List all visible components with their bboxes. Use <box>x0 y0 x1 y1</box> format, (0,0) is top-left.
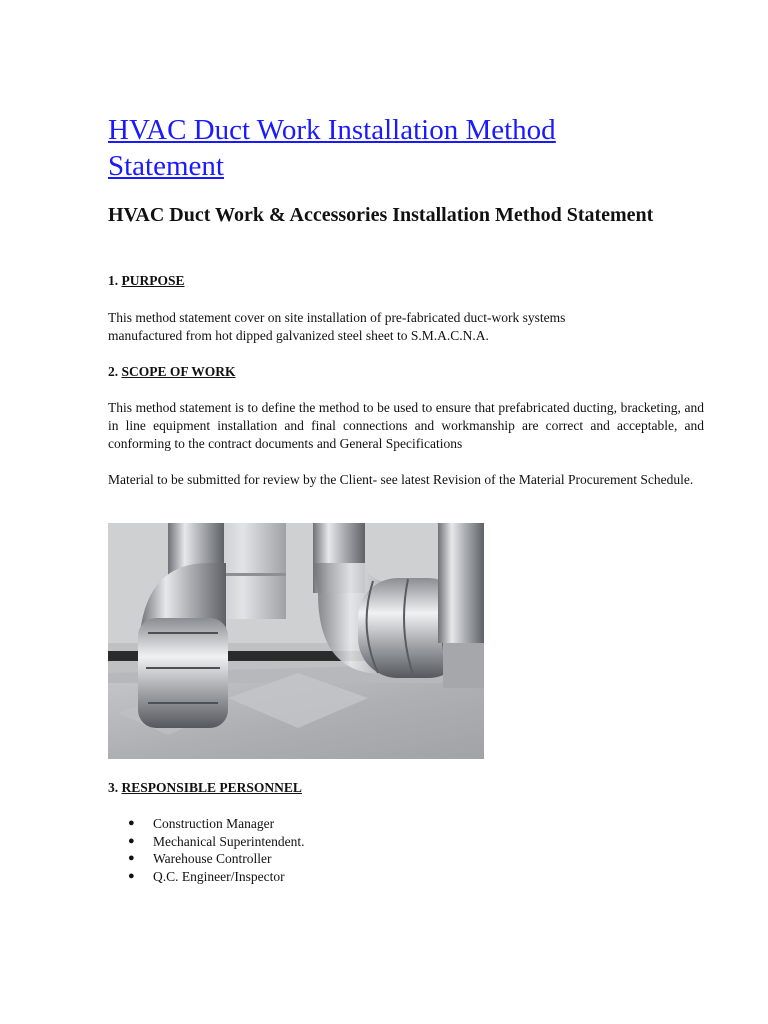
bullet-icon: ● <box>128 817 135 829</box>
section-number: 3. <box>108 780 119 795</box>
bullet-icon: ● <box>128 870 135 883</box>
bullet-icon: ● <box>128 834 135 847</box>
list-item-text: Mechanical Superintendent. <box>153 833 305 849</box>
section-heading-personnel <box>108 779 302 797</box>
list-item-text: Q.C. Engineer/Inspector <box>153 869 285 885</box>
section-heading-scope <box>108 363 236 381</box>
section-number: 1. <box>108 273 119 288</box>
list-item-text: Warehouse Controller <box>153 851 272 867</box>
list-item <box>128 868 304 886</box>
section-number: 2. <box>108 364 119 379</box>
section-heading-purpose <box>108 272 185 290</box>
duct-work-photo <box>108 523 484 759</box>
list-item <box>128 850 304 868</box>
section-title: PURPOSE <box>121 273 185 288</box>
bullet-icon: ● <box>128 852 135 865</box>
page-title[interactable] <box>108 112 668 184</box>
section-title: RESPONSIBLE PERSONNEL <box>121 780 302 795</box>
scope-paragraph: This method statement is to define the method to be used to ensure that prefabricated ducting, bracketing, and in line equipment installation and final connections and workmanship are correct and acceptable, and conforming to the contract documents and General Specifications <box>108 400 704 451</box>
subtitle: HVAC Duct Work & Accessories Installation Method Statement <box>108 204 654 226</box>
title-link[interactable]: HVAC Duct Work Installation Method Statement <box>108 114 556 182</box>
list-item <box>128 833 304 851</box>
material-paragraph: Material to be submitted for review by the Client- see latest Revision of the Material Procurement Schedule. <box>108 472 694 487</box>
purpose-paragraph: This method statement cover on site installation of pre-fabricated duct-work systems manufactured from hot dipped galvanized steel sheet to S.M.A.C.N.A. <box>108 310 566 343</box>
list-item <box>128 815 304 833</box>
section-title: SCOPE OF WORK <box>121 364 236 379</box>
list-item-text: Construction Manager <box>153 816 275 831</box>
personnel-list <box>128 815 304 886</box>
